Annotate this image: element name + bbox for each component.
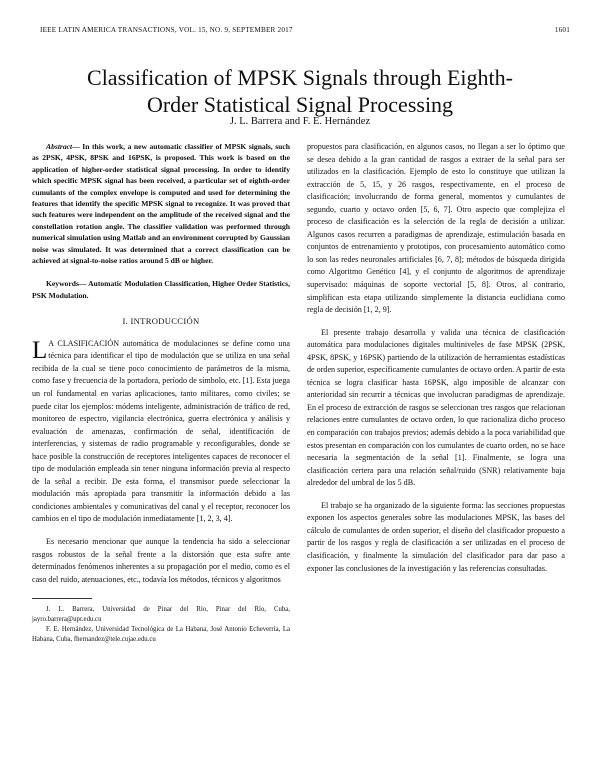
keywords: Keywords— Automatic Modulation Classification, Higher Order Statistics, PSK Modulation.	[32, 279, 290, 300]
section-heading-introduction: I. INTRODUCCIÓN	[122, 316, 200, 327]
abstract-label: Abstract	[46, 142, 73, 151]
abstract-text: — In this work, a new automatic classifier of MPSK signals, such as 2PSK, 4PSK, 8PSK and 16PSK, is proposed. This work is based on the application of higher-order statistical signal processing. In order to identify which specific MPSK signal has been received, a particular set of eighth-order cumulants of the complex envelope is computed and used for determining the features that identify the specific MPSK signal to recognize. It was proved that such features were independent on the amplitude of the received signal and the constellation rotation angle. The classifier validation was performed through numerical simulation using Matlab and an environment corrupted by Gaussian noise was simulated. It was determined that a correct classification can be achieved at signal-to-noise ratios around 5 dB or higher.	[32, 142, 290, 266]
author-list: J. L. Barrera and F. E. Hernández	[229, 116, 371, 127]
intro-paragraph-3: El presente trabajo desarrolla y valida una técnica de clasificación automática para modulaciones digitales multiniveles de fase MPSK (2PSK, 4PSK, 8PSK, y 16PSK) partiendo de la utilización de herramientas estadísticas de orden superior, específicamente cumulantes de octavo orden. A partir de esta técnica se logra clasificar hasta 16PSK, algo imposible de alcanzar con anterioridad sin recurrir a técnicas que involucran paradigmas de aprendizaje. En el proceso de extracción de rasgos se seleccionan tres rasgos que relacionan relaciones entre cumulantes de octavo orden, lo que racionaliza dicho proceso en comparación con trabajos previos; además debido a la poca variabilidad que estos presentan en comparación con los cumulantes de cuarto orden, no se hace necesaria la segmentación de la señal [1]. Finalmente, se logra una clasificación certera para una relación señal/ruido (SNR) relativamente baja alrededor del umbral de los 5 dB.	[307, 327, 565, 488]
left-column	[32, 141, 290, 645]
intro-paragraph-1-text: automática de modulaciones se define como una técnica para identificar el tipo de modulación que se utiliza en una señal recibida de la cual se tiene poco conocimiento de parámetros de la misma, como fase y frecuencia de la portadora, período de símbolo, etc. [1]. Esta juega un rol fundamental en varias aplicaciones, tanto militares, como civiles; se puede citar los ejemplos: módems inteligente, administración de tráfico de red, monitoreo de espectro, vigilancia electrónica, guerra electrónica y análisis y evaluación de amenazas, confirmación de señal, identificación de interferencias, y sistemas de radio programable y reconfigurables, donde se hace posible la construcción de receptores inteligentes capaces de reconocer el tipo de modulación empleada sin tener ninguna información previa al respecto de la señal a recibir. De esta forma, el transmisor puede seleccionar la modulación más apropiada para transmitir la información debido a las condiciones ambientales y comunicativas del canal y el receptor, reconocer los cambios en el tipo de modulación inmediatamente [1, 2, 3, 4].	[32, 338, 291, 524]
abstract	[32, 141, 290, 266]
running-header	[40, 26, 570, 38]
journal-name: IEEE LATIN AMERICA TRANSACTIONS, VOL. 15, NO. 9, SEPTEMBER 2017	[40, 26, 293, 34]
title-line-2: Order Statistical Signal Processing	[146, 92, 454, 117]
footnote-author-1: J. L. Barrera, Universidad de Pinar del Río, Pinar del Río, Cuba, jayro.barrera@upr.edu.cu	[32, 606, 290, 624]
footnote-author-2: F. E. Hernández, Universidad Tecnológica de La Habana, José Antonio Echeverría, La Habana, Cuba, fhernandez@tele.cujae.edu.cu	[32, 626, 290, 644]
intro-paragraph-2-start: Es necesario mencionar que aunque la tendencia ha sido a seleccionar rasgos robustos de la señal frente a la distorsión que esta sufre ante determinados fenómenos inherentes a su propagación por el medio, como es el caso del ruido, atenuaciones, etc., todavía los métodos, técnicos y algoritmos	[32, 537, 290, 584]
title-line-1: Classification of MPSK Signals through Eighth-	[87, 65, 513, 90]
paper-title	[30, 64, 570, 118]
footnote-rule	[32, 598, 92, 599]
intro-paragraph-4: El trabajo se ha organizado de la siguiente forma: las secciones propuestas exponen los aspectos generales sobre las modulaciones MPSK, las bases del cálculo de cumulantes de orden superior, el diseño del clasificador propuesto a partir de los rasgos y regla de clasificación a ser utilizadas en el proceso de clasificación, y finalmente la simulación del clasificador para dar paso a exponer las conclusiones de la investigación y las referencias consultadas.	[307, 500, 565, 573]
drop-cap: L	[32, 336, 48, 364]
page-number: 1601	[554, 26, 570, 34]
intro-first-word: A CLASIFICACIÓN	[48, 338, 120, 348]
intro-paragraph-1	[32, 338, 290, 526]
right-column	[307, 141, 565, 575]
intro-paragraph-2-continued: propuestos para clasificación, en algunos casos, no llegan a ser lo óptimo que se desea debido a la gran cantidad de rasgos a extraer de la señal para ser utilizados en la clasificación. Ejemplo de esto lo constituye que utilizan la extracción de 5, 15, y 26 rasgos, respectivamente, en el proceso de clasificación; involucrando de forma general, momentos y cumulantes de segundo, cuarto y octavo orden [5, 6, 7]. Otro aspecto que complejiza el proceso de clasificación es la selección de la regla de decisión a utilizar. Algunos casos recurren a paradigmas de aprendizaje, estimulación basada en conjuntos de entrenamiento y prototipos, con procesamiento automático como lo son las redes neuronales artificiales [6, 7, 8]; métodos de búsqueda dirigida como Algoritmo Genético [4], y el conjunto de algoritmos de aprendizaje supervisado: máquinas de soporte vectorial [5, 8]. Otros, al contrario, simplifican esta etapa utilizando simplemente la distancia euclidiana como regla de decisión [1, 2, 9].	[307, 142, 565, 315]
